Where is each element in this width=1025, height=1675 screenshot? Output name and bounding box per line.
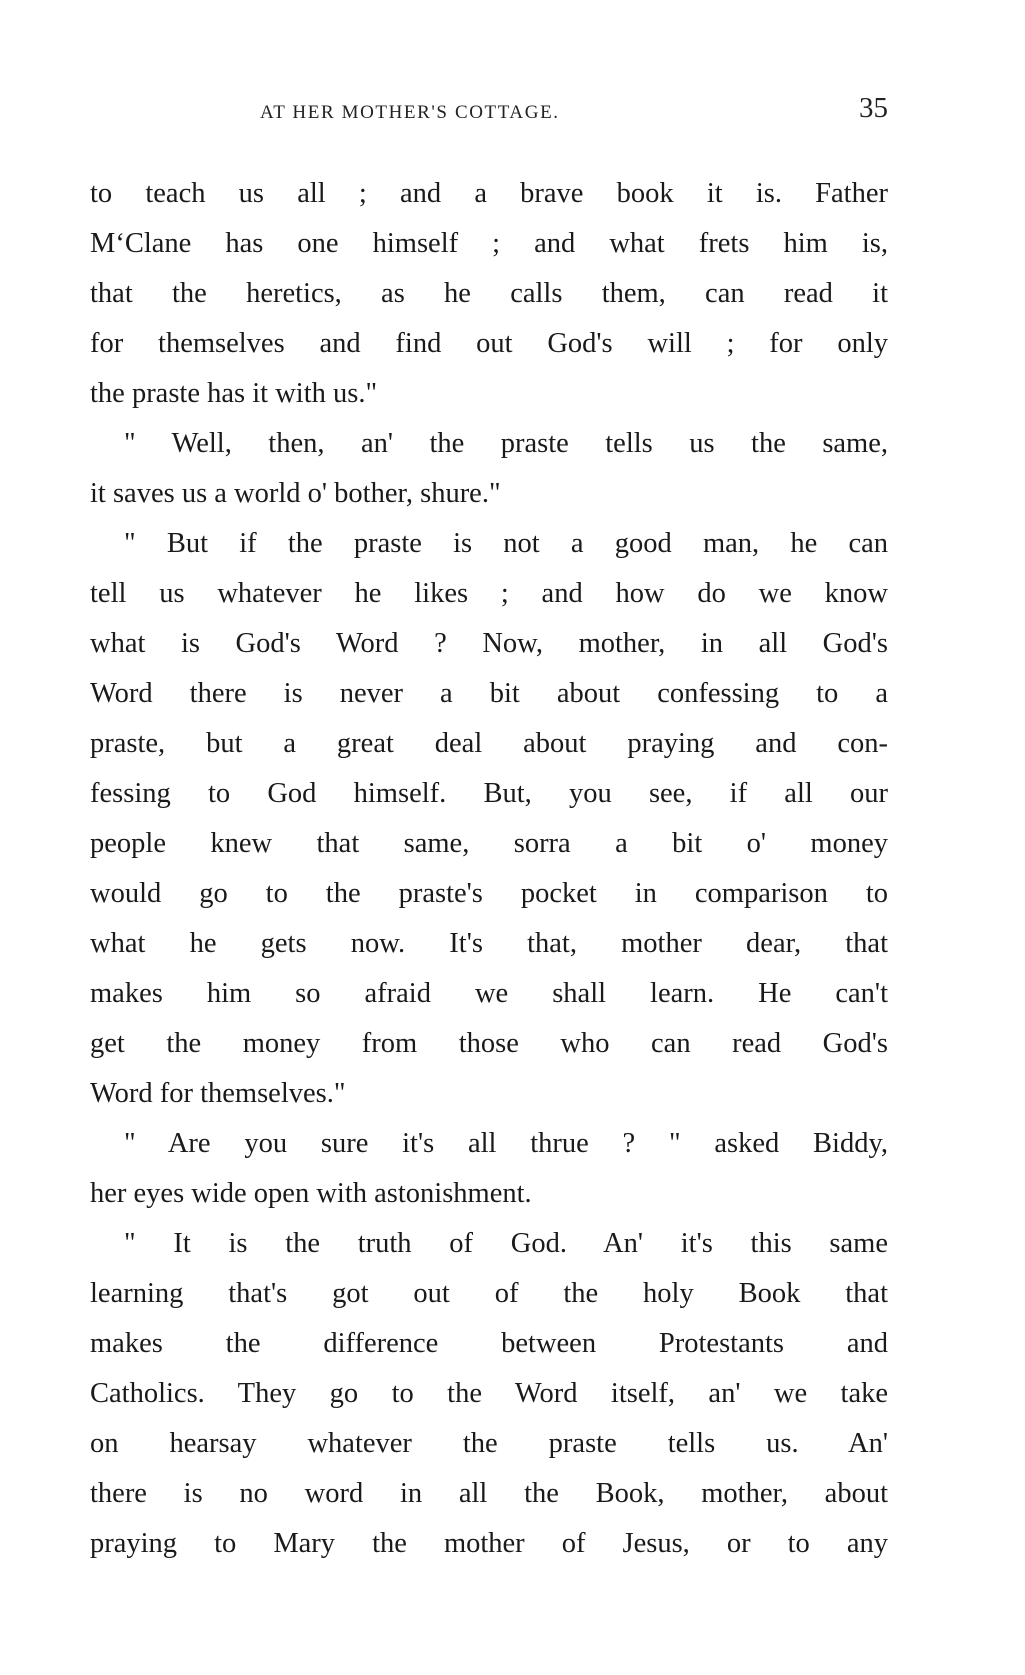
- text-line: fessing to God himself. But, you see, if all our: [90, 778, 888, 809]
- text-line: makes him so afraid we shall learn. He can't: [90, 978, 888, 1009]
- text-line: praying to Mary the mother of Jesus, or to any: [90, 1528, 888, 1559]
- text-line: learning that's got out of the holy Book that: [90, 1278, 888, 1309]
- text-line: " It is the truth of God. An' it's this same: [124, 1228, 888, 1259]
- text-line: Catholics. They go to the Word itself, an' we take: [90, 1378, 888, 1409]
- running-title: AT HER MOTHER'S COTTAGE.: [260, 102, 560, 123]
- text-line: for themselves and find out God's will ; for only: [90, 328, 888, 359]
- text-line: would go to the praste's pocket in comparison to: [90, 878, 888, 909]
- text-line: M‘Clane has one himself ; and what frets him is,: [90, 228, 888, 259]
- text-line: her eyes wide open with astonishment.: [90, 1178, 532, 1209]
- page-number: 35: [859, 92, 888, 124]
- text-line: makes the difference between Protestants and: [90, 1328, 888, 1359]
- text-line: to teach us all ; and a brave book it is. Father: [90, 178, 888, 209]
- text-line: on hearsay whatever the praste tells us. An': [90, 1428, 888, 1459]
- text-line: " Are you sure it's all thrue ? " asked Biddy,: [124, 1128, 888, 1159]
- text-line: there is no word in all the Book, mother, about: [90, 1478, 888, 1509]
- text-line: " Well, then, an' the praste tells us the same,: [124, 428, 888, 459]
- text-line: " But if the praste is not a good man, he can: [124, 528, 888, 559]
- text-line: it saves us a world o' bother, shure.": [90, 478, 501, 509]
- text-line: that the heretics, as he calls them, can read it: [90, 278, 888, 309]
- text-line: what is God's Word ? Now, mother, in all God's: [90, 628, 888, 659]
- body-text: [90, 169, 888, 1569]
- text-line: praste, but a great deal about praying and con-: [90, 728, 888, 759]
- text-line: Word for themselves.": [90, 1078, 346, 1109]
- text-line: get the money from those who can read God's: [90, 1028, 888, 1059]
- running-head: [90, 92, 888, 132]
- text-line: tell us whatever he likes ; and how do we know: [90, 578, 888, 609]
- text-line: people knew that same, sorra a bit o' money: [90, 828, 888, 859]
- text-line: Word there is never a bit about confessing to a: [90, 678, 888, 709]
- text-line: the praste has it with us.": [90, 378, 378, 409]
- text-line: what he gets now. It's that, mother dear, that: [90, 928, 888, 959]
